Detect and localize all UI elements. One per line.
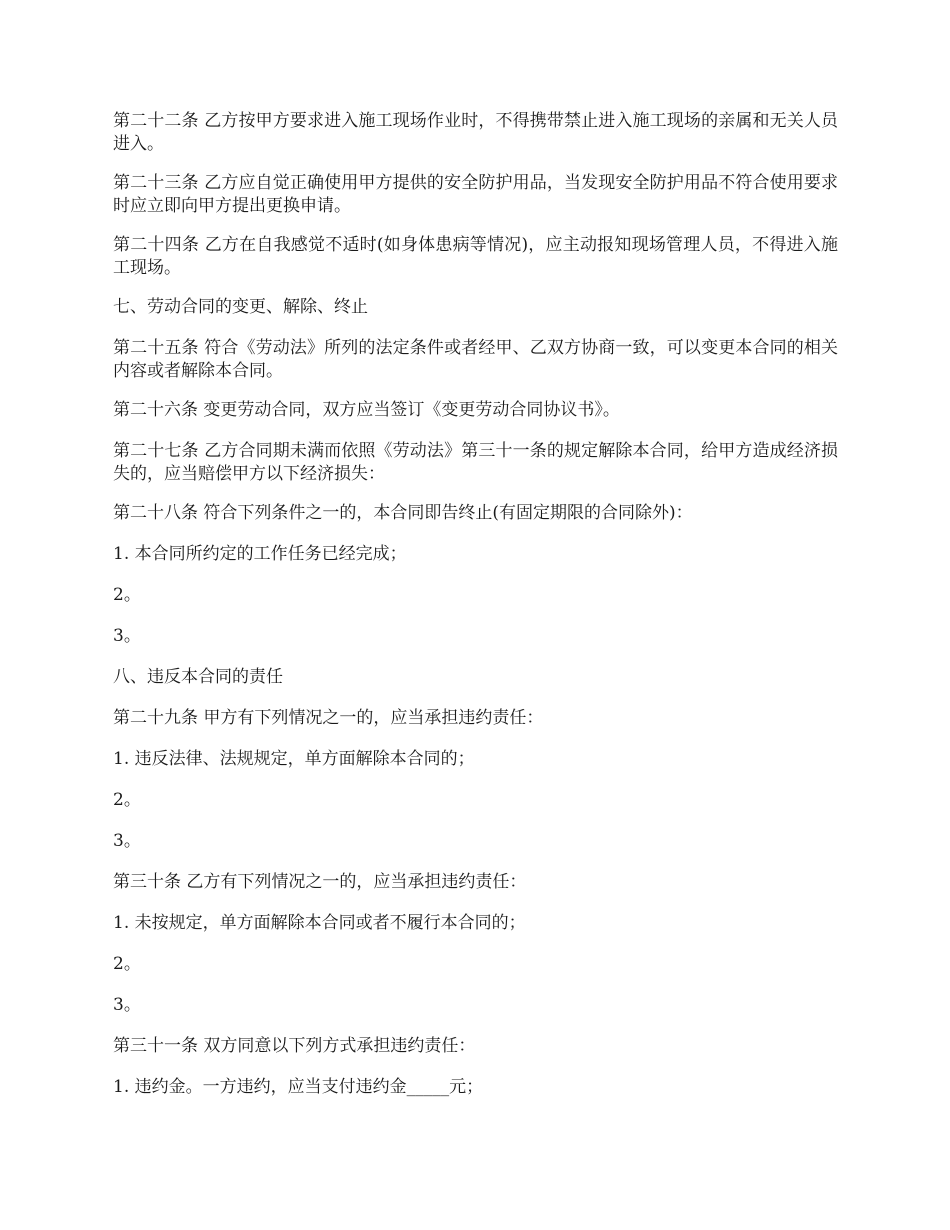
article-28: 第二十八条 符合下列条件之一的，本合同即告终止(有固定期限的合同除外)： xyxy=(113,503,693,523)
list-item: 3。 xyxy=(113,995,141,1015)
list-item: 2。 xyxy=(113,790,141,810)
article-25: 第二十五条 符合《劳动法》所列的法定条件或者经甲、乙双方协商一致，可以变更本合同的相关内容或者解除本合同。 xyxy=(113,338,838,381)
list-item: 1. 违约金。一方违约，应当支付违约金_____元； xyxy=(113,1077,484,1097)
list-item: 3。 xyxy=(113,626,141,646)
list-item: 1. 违反法律、法规规定，单方面解除本合同的； xyxy=(113,749,475,769)
article-23: 第二十三条 乙方应自觉正确使用甲方提供的安全防护用品，当发现安全防护用品不符合使用要求时应立即向甲方提出更换申请。 xyxy=(113,173,838,216)
list-item: 2。 xyxy=(113,954,141,974)
list-item: 1. 未按规定，单方面解除本合同或者不履行本合同的； xyxy=(113,913,526,933)
article-26: 第二十六条 变更劳动合同，双方应当签订《变更劳动合同协议书》。 xyxy=(113,400,620,420)
article-29: 第二十九条 甲方有下列情况之一的，应当承担违约责任： xyxy=(113,708,544,728)
section-heading-8: 八、违反本合同的责任 xyxy=(113,667,283,687)
article-27: 第二十七条 乙方合同期未满而依照《劳动法》第三十一条的规定解除本合同，给甲方造成经济损失的，应当赔偿甲方以下经济损失： xyxy=(113,441,838,484)
article-31: 第三十一条 双方同意以下列方式承担违约责任： xyxy=(113,1036,476,1056)
list-item: 1. 本合同所约定的工作任务已经完成； xyxy=(113,544,407,564)
list-item: 3。 xyxy=(113,831,141,851)
article-30: 第三十条 乙方有下列情况之一的，应当承担违约责任： xyxy=(113,872,527,892)
section-heading-7: 七、劳动合同的变更、解除、终止 xyxy=(113,297,368,317)
list-item: 2。 xyxy=(113,585,141,605)
document-body xyxy=(113,110,838,1117)
article-22: 第二十二条 乙方按甲方要求进入施工现场作业时，不得携带禁止进入施工现场的亲属和无关人员进入。 xyxy=(113,111,838,154)
article-24: 第二十四条 乙方在自我感觉不适时(如身体患病等情况)，应主动报知现场管理人员，不得进入施工现场。 xyxy=(113,235,838,278)
